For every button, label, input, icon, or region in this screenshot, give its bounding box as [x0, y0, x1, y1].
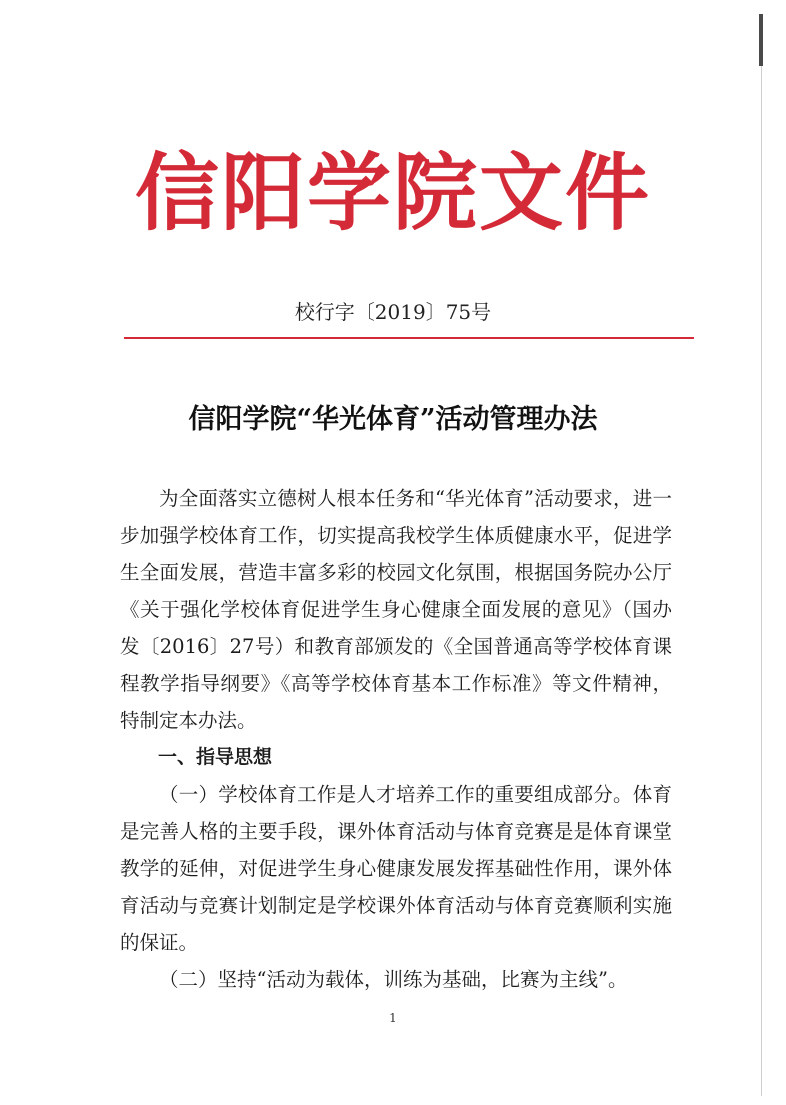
document-number: 校行字〔2019〕75号: [294, 300, 492, 324]
document-masthead: 信阳学院文件: [134, 143, 651, 242]
page-number: 1: [389, 1011, 397, 1025]
section-item-2: （二）坚持“活动为载体，训练为基础，比赛为主线”。: [159, 968, 628, 991]
section-heading: 一、指导思想: [158, 746, 273, 768]
red-divider-line: [124, 337, 694, 339]
document-body: [120, 480, 672, 998]
document-title: 信阳学院“华光体育”活动管理办法: [188, 404, 598, 435]
intro-paragraph: 为全面落实立德树人根本任务和“华光体育”活动要求，进一步加强学校体育工作，切实提高我校学生体质健康水平，促进学生全面发展，营造丰富多彩的校园文化氛围，根据国务院办公厅《关于强化学校体育促进学生身心健康全面发展的意见》（国办发〔2016〕27号）和教育部颁发的《全国普通高等学校体育课程教学指导纲要》《高等学校体育基本工作标准》等文件精神，特制定本办法。: [120, 487, 672, 732]
section-item-1: （一）学校体育工作是人才培养工作的重要组成部分。体育是完善人格的主要手段，课外体育活动与体育竞赛是是体育课堂教学的延伸，对促进学生身心健康发展发挥基础性作用，课外体育活动与竞赛计划制定是学校课外体育活动与体育竞赛顺利实施的保证。: [120, 783, 672, 954]
scan-edge-mark: [759, 14, 763, 66]
